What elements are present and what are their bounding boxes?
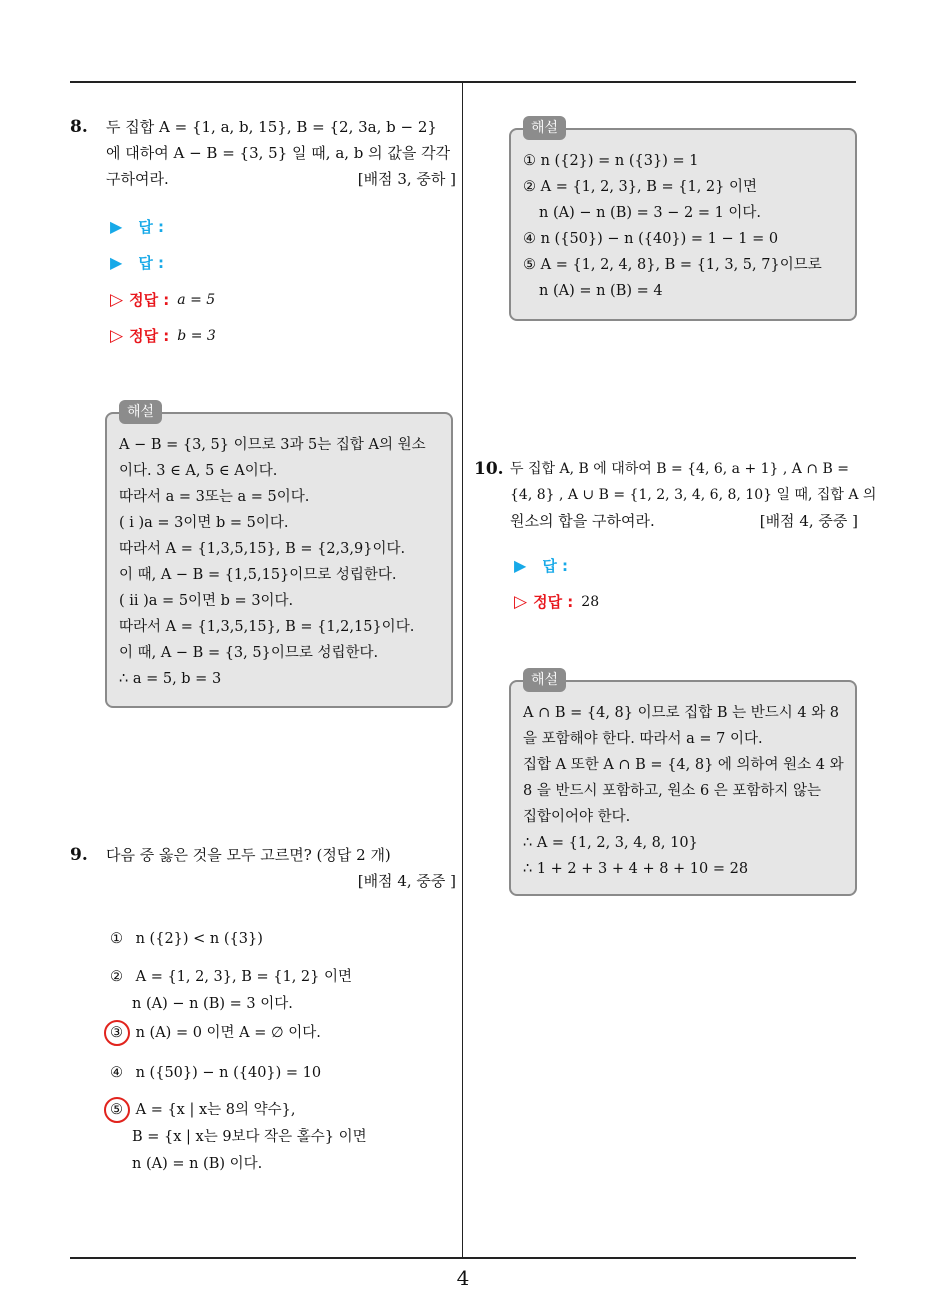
explanation-line: ∴ 1 + 2 + 3 + 4 + 8 + 10 = 28 <box>523 861 749 877</box>
option-mark: ③ <box>110 1025 123 1041</box>
question-number: 8. <box>70 117 88 137</box>
explanation-box <box>105 404 453 708</box>
top-rule <box>70 81 856 83</box>
explanation-tag: 해설 <box>523 668 566 692</box>
explanation-line: 집합 A 또한 A ∩ B = {4, 8} 에 의하여 원소 4 와 <box>523 757 844 773</box>
question-10 <box>474 456 877 534</box>
solution-value: a = 5 <box>177 291 216 308</box>
option-text: n (A) = n (B) 이다. <box>132 1156 263 1172</box>
option-mark: ① <box>110 931 123 947</box>
page-number: 4 <box>456 1266 470 1290</box>
question-score: [배점 3, 중하 ] <box>357 170 456 188</box>
option-text: n (A) = 0 이면 A = ∅ 이다. <box>135 1025 321 1041</box>
option-4[interactable] <box>110 1060 321 1087</box>
answer-line[interactable] <box>110 252 164 273</box>
explanation-line: ② A = {1, 2, 3}, B = {1, 2} 이면 <box>523 179 757 195</box>
column-divider <box>462 82 463 1258</box>
question-line: {4, 8} , A ∪ B = {1, 2, 3, 4, 6, 8, 10} 일 때, 집합 A 의 <box>510 487 877 503</box>
explanation-line: ① n ({2}) = n ({3}) = 1 <box>523 153 699 169</box>
explanation-line: n (A) = n (B) = 4 <box>539 283 663 299</box>
solution-line <box>110 289 215 310</box>
explanation-line: 이 때, A − B = {1,5,15}이므로 성립한다. <box>119 567 397 583</box>
explanation-line: 을 포함해야 한다. 따라서 a = 7 이다. <box>523 731 763 747</box>
explanation-line: 집합이어야 한다. <box>523 809 631 825</box>
option-1[interactable] <box>110 926 263 953</box>
option-text: n (A) − n (B) = 3 이다. <box>132 996 293 1012</box>
solution-label: 정답 : <box>129 327 170 345</box>
explanation-box <box>509 672 857 896</box>
explanation-line: 이 때, A − B = {3, 5}이므로 성립한다. <box>119 645 379 661</box>
question-8 <box>70 114 456 192</box>
explanation-line: ( i )a = 3이면 b = 5이다. <box>119 515 289 531</box>
answer-label: 답 : <box>138 254 165 272</box>
explanation-line: A − B = {3, 5} 이므로 3과 5는 집합 A의 원소 <box>119 437 426 453</box>
option-5[interactable] <box>110 1097 367 1178</box>
solution-value: b = 3 <box>177 327 216 344</box>
question-number: 9. <box>70 845 88 865</box>
option-text: n ({2}) < n ({3}) <box>135 931 263 947</box>
explanation-box <box>509 120 857 321</box>
question-9 <box>70 842 456 894</box>
question-text <box>510 456 877 534</box>
explanation-tag: 해설 <box>119 400 162 424</box>
option-mark: ② <box>110 969 123 985</box>
option-2[interactable] <box>110 964 352 1018</box>
option-3[interactable] <box>110 1020 321 1047</box>
answer-line[interactable] <box>514 555 568 576</box>
question-line: 에 대하여 A − B = {3, 5} 일 때, a, b 의 값을 각각 <box>106 144 451 162</box>
explanation-line: 8 을 반드시 포함하고, 원소 6 은 포함하지 않는 <box>523 783 822 799</box>
explanation-line: ( ii )a = 5이면 b = 3이다. <box>119 593 294 609</box>
answer-label: 답 : <box>542 557 569 575</box>
question-line: 다음 중 옳은 것을 모두 고르면? (정답 2 개) <box>106 846 391 864</box>
question-last-row <box>106 166 456 192</box>
question-score: [배점 4, 중중 ] <box>759 512 858 530</box>
solution-label: 정답 : <box>129 291 170 309</box>
explanation-line: ④ n ({50}) − n ({40}) = 1 − 1 = 0 <box>523 231 779 247</box>
triangle-right-icon: ▶ <box>514 556 527 575</box>
question-line: 구하여라. <box>106 170 169 188</box>
explanation-line: ∴ A = {1, 2, 3, 4, 8, 10} <box>523 835 698 851</box>
question-score: [배점 4, 중중 ] <box>357 872 456 890</box>
question-line: 원소의 합을 구하여라. <box>510 512 655 530</box>
bottom-rule <box>70 1257 856 1259</box>
explanation-line: 따라서 a = 3또는 a = 5이다. <box>119 489 310 505</box>
triangle-right-icon: ▶ <box>110 253 123 272</box>
option-text: B = {x | x는 9보다 작은 홀수} 이면 <box>132 1129 367 1145</box>
triangle-outline-icon: ▷ <box>514 591 528 612</box>
explanation-line: A ∩ B = {4, 8} 이므로 집합 B 는 반드시 4 와 8 <box>523 705 840 721</box>
option-mark: ④ <box>110 1065 123 1081</box>
triangle-outline-icon: ▷ <box>110 325 124 346</box>
explanation-tag: 해설 <box>523 116 566 140</box>
option-text: A = {x | x는 8의 약수}, <box>135 1102 296 1118</box>
answer-line[interactable] <box>110 216 164 237</box>
explanation-line: ∴ a = 5, b = 3 <box>119 671 222 687</box>
solution-label: 정답 : <box>533 593 574 611</box>
option-text: A = {1, 2, 3}, B = {1, 2} 이면 <box>135 969 352 985</box>
explanation-line: 따라서 A = {1,3,5,15}, B = {2,3,9}이다. <box>119 541 406 557</box>
question-line: 두 집합 A, B 에 대하여 B = {4, 6, a + 1} , A ∩ B = <box>510 461 850 477</box>
option-mark: ⑤ <box>110 1102 123 1118</box>
solution-value: 28 <box>581 593 600 610</box>
question-text <box>106 114 456 192</box>
option-text: n ({50}) − n ({40}) = 10 <box>135 1065 322 1081</box>
triangle-right-icon: ▶ <box>110 217 123 236</box>
explanation-line: ⑤ A = {1, 2, 4, 8}, B = {1, 3, 5, 7}이므로 <box>523 257 822 273</box>
explanation-line: 이다. 3 ∈ A, 5 ∈ A이다. <box>119 463 278 479</box>
solution-line <box>514 591 599 612</box>
question-number: 10. <box>474 459 504 479</box>
answer-label: 답 : <box>138 218 165 236</box>
explanation-line: n (A) − n (B) = 3 − 2 = 1 이다. <box>539 205 762 221</box>
triangle-outline-icon: ▷ <box>110 289 124 310</box>
question-text <box>106 842 456 894</box>
question-last-row <box>510 508 858 534</box>
explanation-line: 따라서 A = {1,3,5,15}, B = {1,2,15}이다. <box>119 619 415 635</box>
solution-line <box>110 325 216 346</box>
question-line: 두 집합 A = {1, a, b, 15}, B = {2, 3a, b − 2} <box>106 118 437 136</box>
